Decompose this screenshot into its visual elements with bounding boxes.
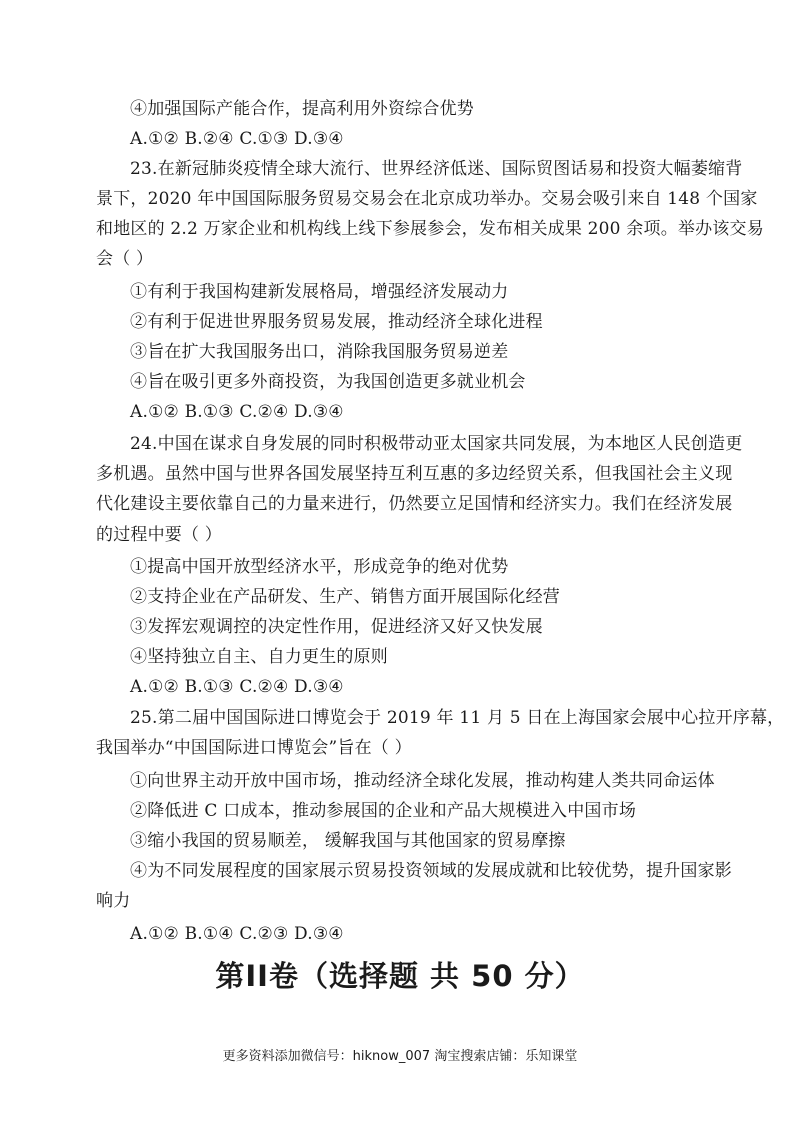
footer-note: 更多资料添加微信号：hiknow_007 淘宝搜索店铺：乐知课堂 xyxy=(222,1049,578,1064)
q25-option-4-line-1: ④为不同发展程度的国家展示贸易投资领域的发展成就和比较优势，提升国家影 xyxy=(130,861,732,881)
q23-option-3: ③旨在扩大我国服务出口，消除我国服务贸易逆差 xyxy=(130,342,509,362)
q24-stem-line-2: 多机遇。虽然中国与世界各国发展坚持互利互惠的多边经贸关系，但我国社会主义现 xyxy=(96,464,733,484)
q24-stem-line-3: 代化建设主要依靠自己的力量来进行，仍然要立足国情和经济实力。我们在经济发展 xyxy=(96,494,733,514)
q25-option-1: ①向世界主动开放中国市场，推动经济全球化发展，推动构建人类共同命运体 xyxy=(130,771,715,791)
q23-option-2: ②有利于促进世界服务贸易发展，推动经济全球化进程 xyxy=(130,312,543,332)
q23-stem-line-2: 景下，2020 年中国国际服务贸易交易会在北京成功举办。交易会吸引来自 148 个国家 xyxy=(96,189,758,209)
q23-stem-line-3: 和地区的 2.2 万家企业和机构线上线下参展参会，发布相关成果 200 余项。举办该交易 xyxy=(96,219,764,239)
q25-stem-line-2: 我国举办“中国国际进口博览会”旨在（ ） xyxy=(96,738,412,758)
q22-option-4: ④加强国际产能合作，提高利用外资综合优势 xyxy=(130,99,474,119)
q25-option-3: ③缩小我国的贸易顺差， 缓解我国与其他国家的贸易摩擦 xyxy=(130,831,566,851)
q24-answer-choices: A.①② B.①③ C.②④ D.③④ xyxy=(130,677,344,697)
q23-answer-choices: A.①② B.①③ C.②④ D.③④ xyxy=(130,402,344,422)
q23-stem-line-4: 会（ ） xyxy=(96,249,154,269)
q25-option-4-line-2: 响力 xyxy=(96,891,131,911)
q23-stem-line-1: 23.在新冠肺炎疫情全球大流行、世界经济低迷、国际贸图话易和投资大幅萎缩背 xyxy=(130,159,743,179)
section-title: 第II卷（选择题 共 50 分） xyxy=(215,959,585,993)
q24-option-3: ③发挥宏观调控的决定性作用，促进经济又好又快发展 xyxy=(130,617,543,637)
q24-option-4: ④坚持独立自主、自力更生的原则 xyxy=(130,647,388,667)
q24-stem-line-4: 的过程中要（ ） xyxy=(96,525,223,545)
q24-stem-line-1: 24.中国在谋求自身发展的同时积极带动亚太国家共同发展，为本地区人民创造更 xyxy=(130,434,743,454)
q24-option-2: ②支持企业在产品研发、生产、销售方面开展国际化经营 xyxy=(130,587,560,607)
q23-option-4: ④旨在吸引更多外商投资，为我国创造更多就业机会 xyxy=(130,372,526,392)
q24-option-1: ①提高中国开放型经济水平，形成竞争的绝对优势 xyxy=(130,557,509,577)
q25-option-2: ②降低进 C 口成本，推动参展国的企业和产品大规模进入中国市场 xyxy=(130,801,637,821)
q23-option-1: ①有利于我国构建新发展格局，增强经济发展动力 xyxy=(130,282,509,302)
q25-answer-choices: A.①② B.①④ C.②③ D.③④ xyxy=(130,924,344,944)
q22-answer-choices: A.①② B.②④ C.①③ D.③④ xyxy=(130,129,344,149)
q25-stem-line-1: 25.第二届中国国际进口博览会于 2019 年 11 月 5 日在上海国家会展中心拉开序幕， xyxy=(130,708,785,728)
